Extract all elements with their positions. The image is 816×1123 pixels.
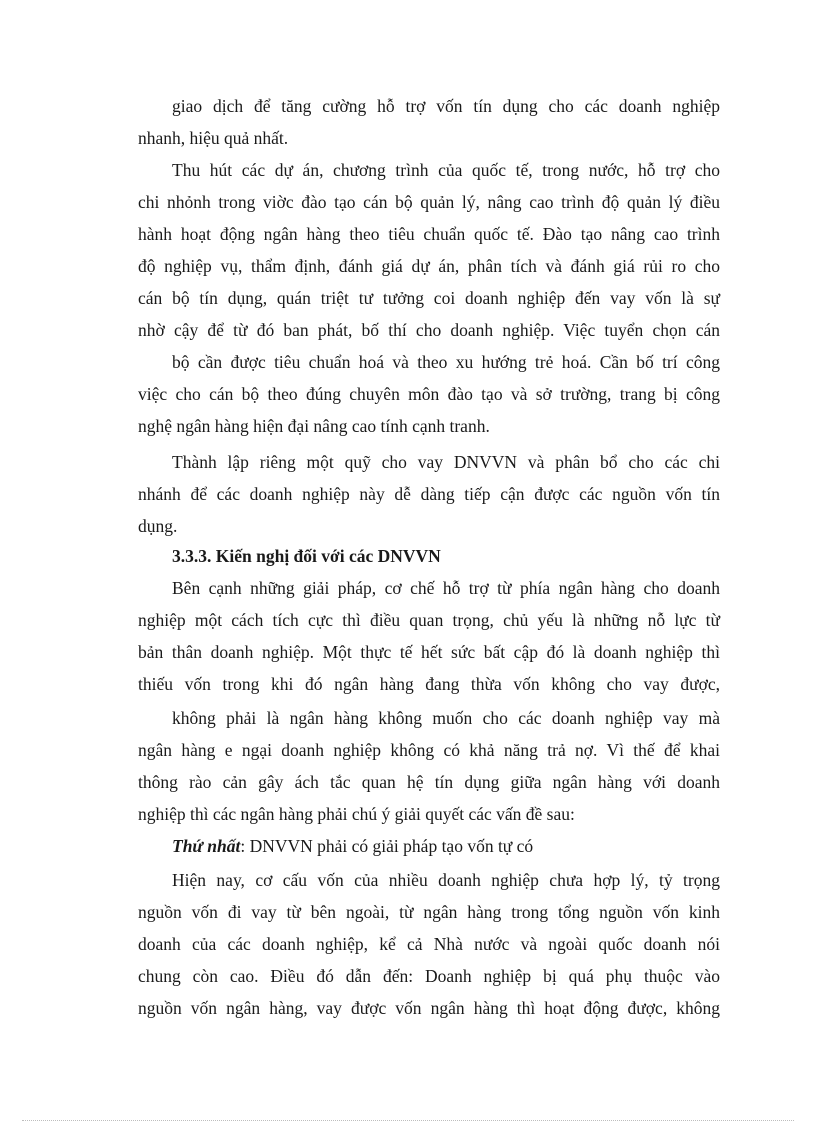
paragraph-line: nhánh để các doanh nghiệp này dễ dàng tiếp cận được các nguồn vốn tín: [138, 484, 720, 504]
paragraph-line: việc cho cán bộ theo đúng chuyên môn đào tạo và sở trường, trang bị công: [138, 384, 720, 404]
paragraph-line: ngân hàng e ngại doanh nghiệp không có khả năng trả nợ. Vì thế để khai: [138, 740, 720, 760]
paragraph-line: thông rào cản gây ách tắc quan hệ tín dụng giữa ngân hàng với doanh: [138, 772, 720, 792]
paragraph-line: chi nhỏnh trong viờc đào tạo cán bộ quản lý, nâng cao trình độ quản lý điều: [138, 192, 720, 212]
paragraph-line: doanh của các doanh nghiệp, kể cả Nhà nước và ngoài quốc doanh nói: [138, 934, 720, 954]
footer-divider: [22, 1120, 794, 1121]
paragraph-line: bản thân doanh nghiệp. Một thực tế hết sức bất cập đó là doanh nghiệp thì: [138, 642, 720, 662]
paragraph-line: Hiện nay, cơ cấu vốn của nhiều doanh nghiệp chưa hợp lý, tỷ trọng: [172, 870, 720, 890]
paragraph-line: nguồn vốn đi vay từ bên ngoài, từ ngân hàng trong tổng nguồn vốn kinh: [138, 902, 720, 922]
section-heading: 3.3.3. Kiến nghị đối với các DNVVN: [172, 546, 441, 566]
emphasis-line: [172, 830, 720, 862]
paragraph-line: độ nghiệp vụ, thẩm định, đánh giá dự án, phân tích và đánh giá rủi ro cho: [138, 256, 720, 276]
paragraph-line: cán bộ tín dụng, quán triệt tư tưởng coi doanh nghiệp đến vay vốn là sự: [138, 288, 720, 308]
paragraph-line: Thành lập riêng một quỹ cho vay DNVVN và phân bổ cho các chi: [172, 452, 720, 472]
paragraph-line: dụng.: [138, 516, 178, 536]
paragraph-line: nhờ cậy để từ đó ban phát, bố thí cho doanh nghiệp. Việc tuyển chọn cán: [138, 320, 720, 340]
paragraph-line: nghiệp một cách tích cực thì điều quan trọng, chủ yếu là những nỗ lực từ: [138, 610, 720, 630]
emphasis-text: : DNVVN phải có giải pháp tạo vốn tự có: [240, 836, 534, 856]
paragraph-line: Bên cạnh những giải pháp, cơ chế hỗ trợ từ phía ngân hàng cho doanh: [172, 578, 720, 598]
paragraph-line: thiếu vốn trong khi đó ngân hàng đang thừa vốn không cho vay được,: [138, 674, 720, 694]
paragraph-line: nhanh, hiệu quả nhất.: [138, 128, 289, 148]
paragraph-line: nguồn vốn ngân hàng, vay được vốn ngân hàng thì hoạt động được, không: [138, 998, 720, 1018]
paragraph-line: chung còn cao. Điều đó dẫn đến: Doanh nghiệp bị quá phụ thuộc vào: [138, 966, 720, 986]
paragraph-line: nghiệp thì các ngân hàng phải chú ý giải quyết các vấn đề sau:: [138, 804, 575, 824]
paragraph-line: nghệ ngân hàng hiện đại nâng cao tính cạnh tranh.: [138, 416, 490, 436]
paragraph-line: bộ cần được tiêu chuẩn hoá và theo xu hướng trẻ hoá. Cần bố trí công: [172, 352, 720, 372]
paragraph-line: Thu hút các dự án, chương trình của quốc tế, trong nước, hỗ trợ cho: [172, 160, 720, 180]
emphasis-label: Thứ nhất: [172, 836, 241, 856]
paragraph-line: không phải là ngân hàng không muốn cho các doanh nghiệp vay mà: [172, 708, 720, 728]
paragraph-line: giao dịch để tăng cường hỗ trợ vốn tín dụng cho các doanh nghiệp: [172, 96, 720, 116]
paragraph-line: hành hoạt động ngân hàng theo tiêu chuẩn quốc tế. Đào tạo nâng cao trình: [138, 224, 720, 244]
